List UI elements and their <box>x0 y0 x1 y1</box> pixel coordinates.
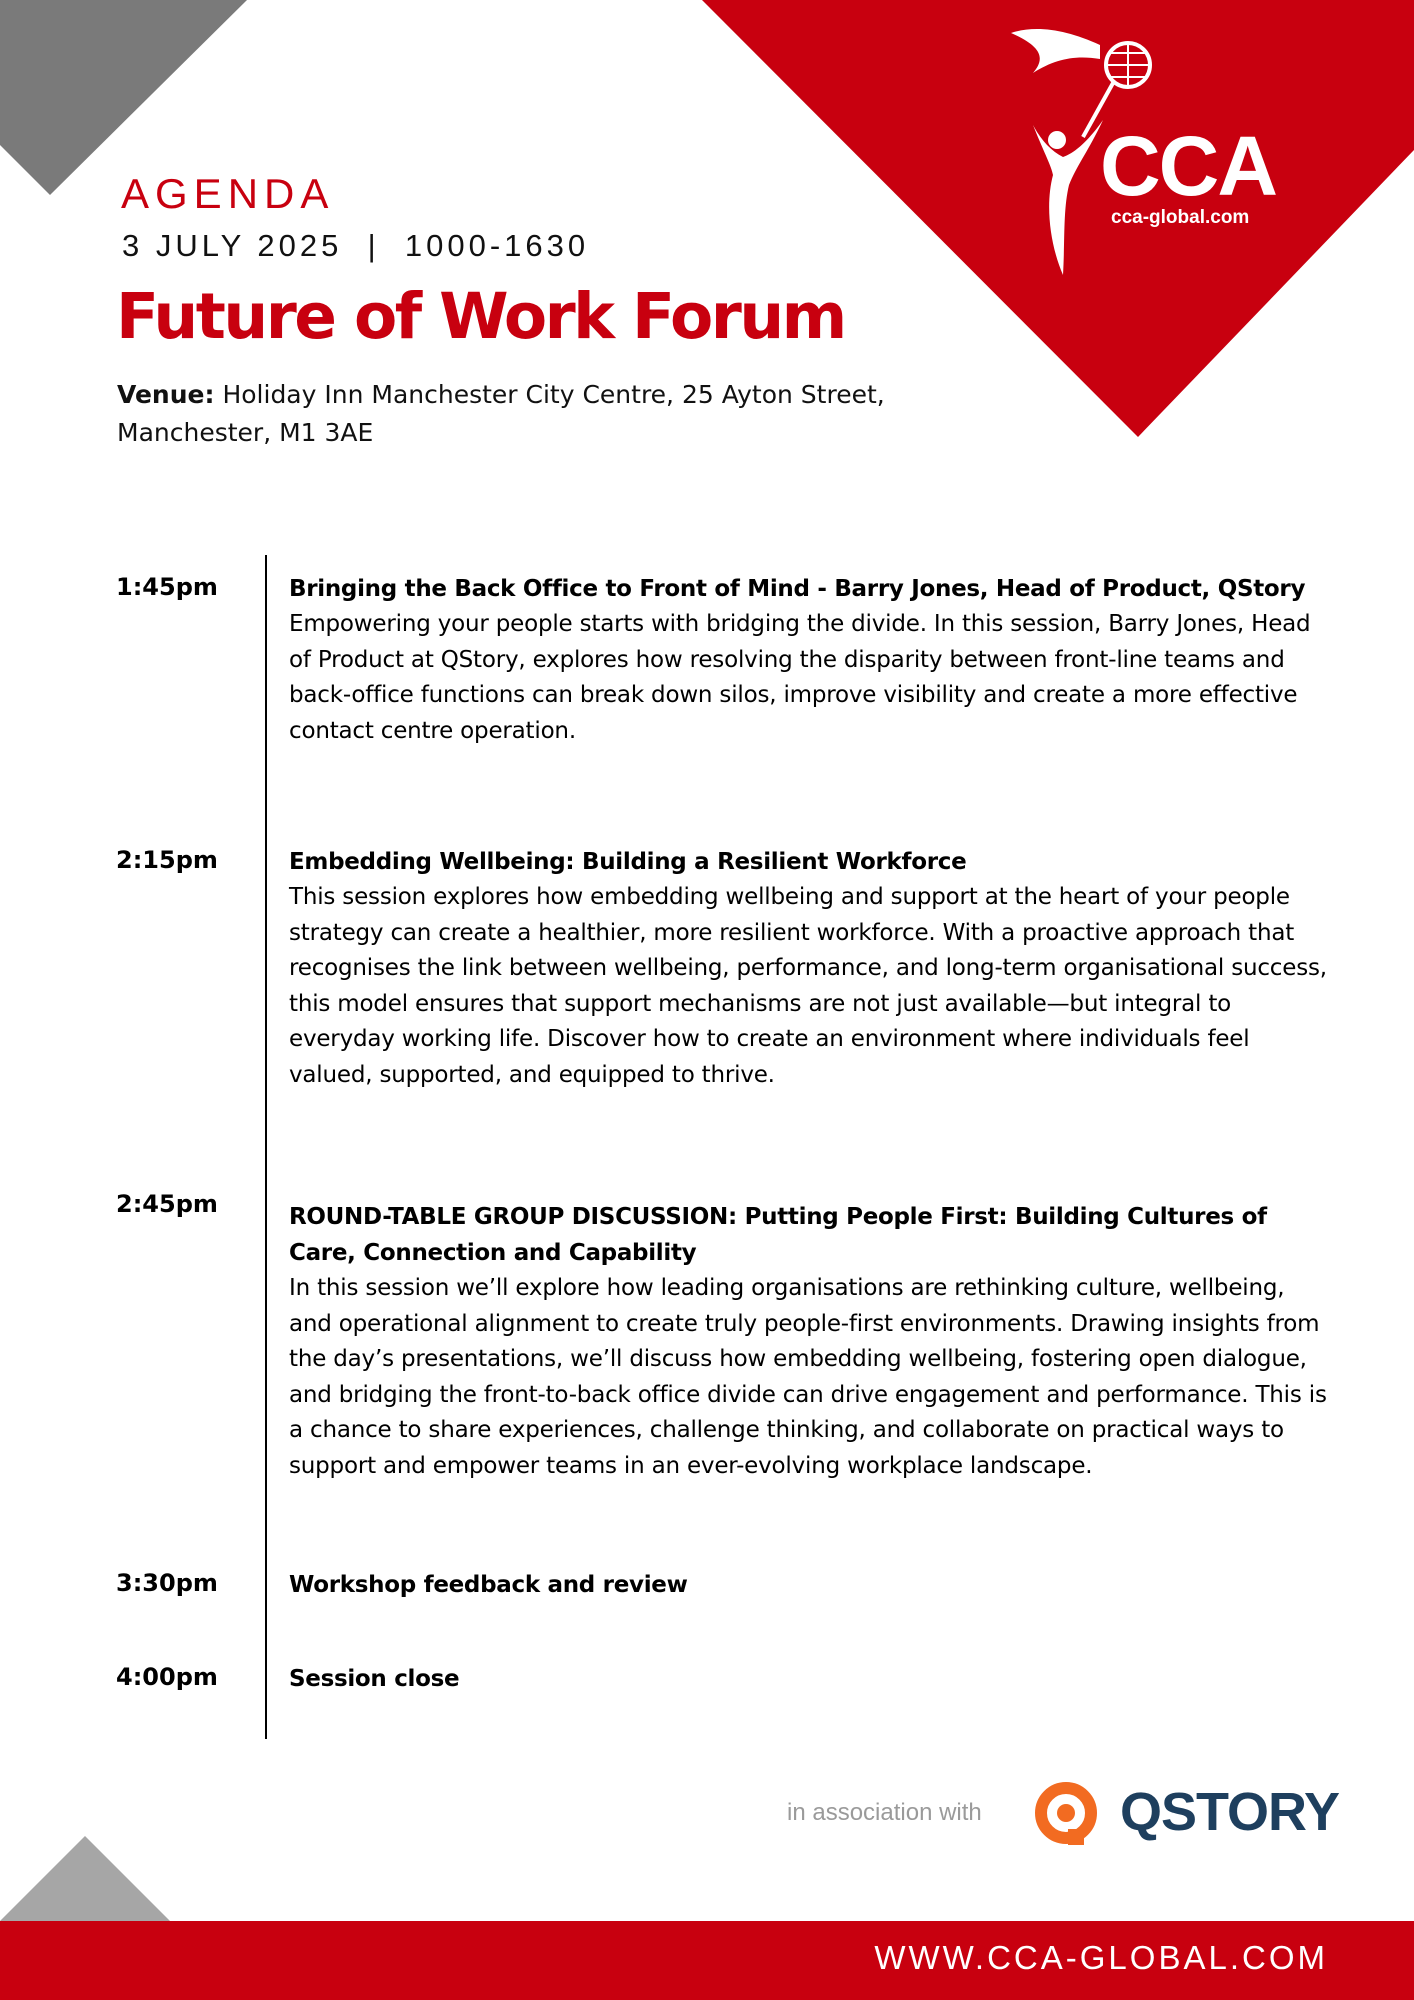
qstory-logo-icon <box>1032 1779 1102 1849</box>
session-title: Workshop feedback and review <box>289 1572 688 1598</box>
cca-logo-url: cca-global.com <box>1111 207 1250 228</box>
session-time: 1:45pm <box>116 573 218 601</box>
agenda-label: AGENDA <box>121 170 335 217</box>
session-title: Bringing the Back Office to Front of Mind - Barry Jones, Head of Product, QStory <box>289 576 1306 602</box>
session-item <box>289 844 1334 1094</box>
sponsor-name: QSTORY <box>1120 1782 1340 1842</box>
session-item <box>289 1661 1334 1697</box>
cca-logo-text: CCA <box>1100 119 1276 213</box>
session-description: In this session we’ll explore how leading organisations are rethinking culture, wellbeing, and operational alignment to create truly people-first environments. Drawing insights from the day’s presentations, we’ll discuss how embedding wellbeing, fostering open dialogue, and bridging the front-to-back office divide can drive engagement and performance. This is a chance to share experiences, challenge thinking, and collaborate on practical ways to support and empower teams in an ever-evolving workplace landscape. <box>289 1275 1327 1479</box>
venue-block <box>117 376 997 452</box>
top-left-grey-triangle <box>0 0 247 195</box>
footer-bar <box>0 1921 1414 2000</box>
session-item <box>289 1567 1334 1603</box>
session-time: 2:45pm <box>116 1190 218 1218</box>
session-item <box>289 571 1334 749</box>
session-description: Empowering your people starts with bridging the divide. In this session, Barry Jones, Head of Product at QStory, explores how resolving the disparity between front-line teams and back-office functions can break down silos, improve visibility and create a more effective contact centre operation. <box>289 611 1311 744</box>
timeline-divider <box>265 555 267 1739</box>
venue-label: Venue: <box>117 380 215 409</box>
session-title: Embedding Wellbeing: Building a Resilient Workforce <box>289 849 967 875</box>
association-text: in association with <box>787 1799 982 1826</box>
session-item <box>289 1199 1334 1485</box>
session-title: Session close <box>289 1666 460 1692</box>
session-description: This session explores how embedding wellbeing and support at the heart of your people strategy can create a healthier, more resilient workforce. With a proactive approach that recognises the link between wellbeing, performance, and long-term organisational success, this model ensures that support mechanisms are not just available—but integral to everyday working life. Discover how to create an environment where individuals feel valued, supported, and equipped to thrive. <box>289 884 1327 1088</box>
session-time: 4:00pm <box>116 1663 218 1691</box>
session-time: 3:30pm <box>116 1569 218 1597</box>
date-time-line: 3 JULY 2025 | 1000-1630 <box>122 228 590 263</box>
page-title: Future of Work Forum <box>116 280 845 353</box>
venue-address: Holiday Inn Manchester City Centre, 25 Ayton Street, Manchester, M1 3AE <box>117 380 885 447</box>
bottom-left-grey-triangle <box>0 1836 170 1921</box>
session-time: 2:15pm <box>116 846 218 874</box>
session-title: ROUND-TABLE GROUP DISCUSSION: Putting People First: Building Cultures of Care, Connection and Capability <box>289 1204 1267 1266</box>
footer-url: WWW.CCA-GLOBAL.COM <box>874 1939 1328 1976</box>
